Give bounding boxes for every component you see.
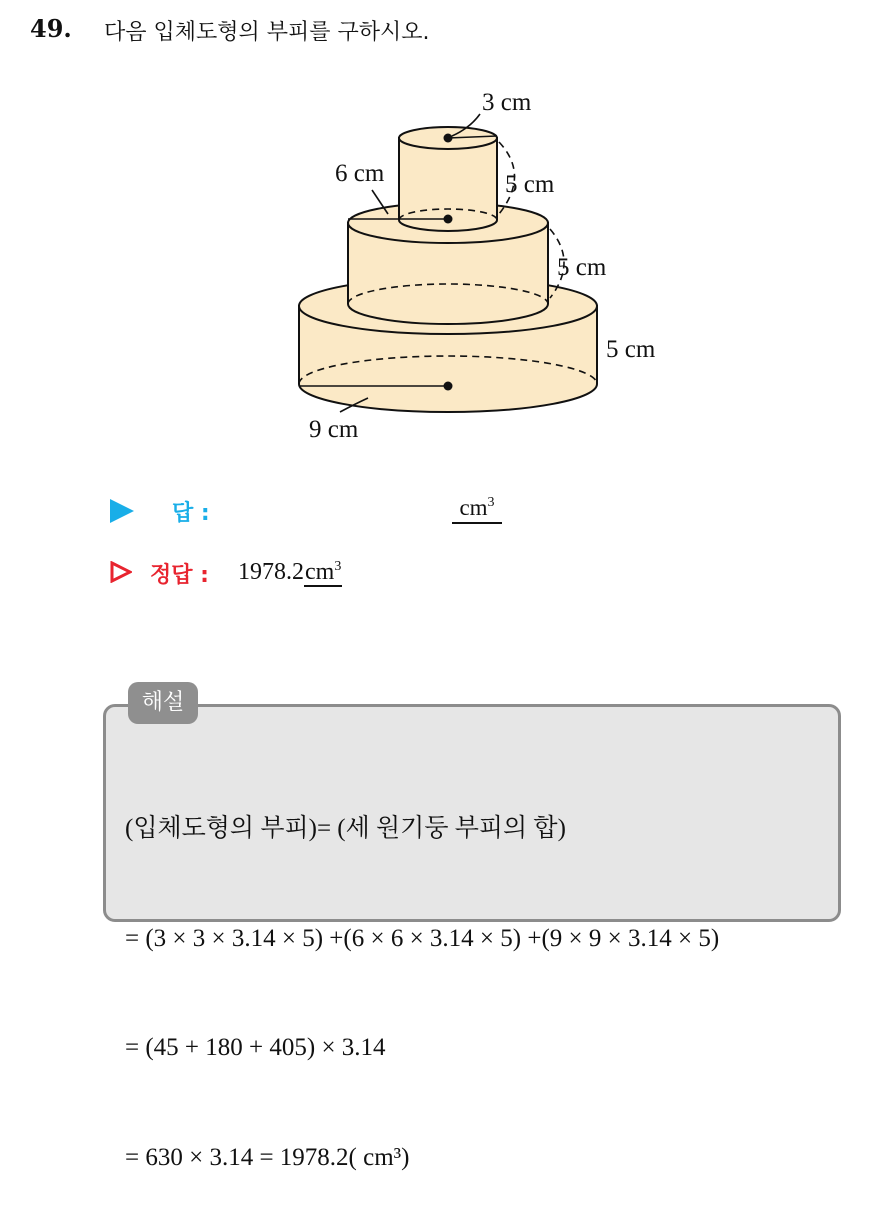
answer-row	[110, 494, 610, 528]
middle-center-dot	[444, 215, 453, 224]
answer-unit: cm	[459, 495, 488, 520]
correct-answer-row	[110, 556, 610, 590]
answer-unit-exponent: 3	[487, 495, 495, 510]
correct-answer-value: 1978.2	[238, 559, 304, 585]
solution-line: = (45 + 180 + 405) × 3.14	[125, 1034, 386, 1061]
correct-answer-value-wrap	[238, 558, 342, 586]
correct-answer-unit-wrap	[304, 559, 342, 587]
correct-answer-unit: cm	[305, 559, 335, 585]
bottom-radius-label: 9 cm	[309, 416, 359, 443]
play-triangle-icon	[110, 499, 134, 523]
solution-lines	[125, 738, 719, 1213]
top-center-dot	[444, 134, 453, 143]
solution-line: = (3 × 3 × 3.14 × 5) +(6 × 6 × 3.14 × 5) +(9 × 9 × 3.14 × 5)	[125, 924, 720, 952]
answer-blank[interactable]	[452, 494, 502, 524]
outline-triangle-icon	[110, 561, 132, 583]
solution-line: = 630 × 3.14 = 1978.2( cm³)	[125, 1143, 410, 1171]
middle-radius-label: 6 cm	[335, 160, 385, 187]
stacked-cylinders-figure	[0, 0, 884, 480]
correct-answer-unit-exponent: 3	[334, 559, 342, 574]
middle-height-label: 5 cm	[557, 254, 607, 281]
solution-line: (입체도형의 부피)= (세 원기둥 부피의 합)	[125, 815, 566, 842]
bottom-center-dot	[444, 382, 453, 391]
top-radius-label: 3 cm	[482, 89, 532, 116]
answer-label: 답 :	[172, 501, 210, 526]
top-height-label: 5 cm	[505, 171, 555, 198]
bottom-height-label: 5 cm	[606, 336, 656, 363]
solution-tag: 해설	[128, 682, 198, 724]
correct-answer-label: 정답 :	[150, 563, 209, 588]
question-number: 49.	[30, 14, 72, 43]
question-text: 다음 입체도형의 부피를 구하시오.	[104, 20, 430, 45]
